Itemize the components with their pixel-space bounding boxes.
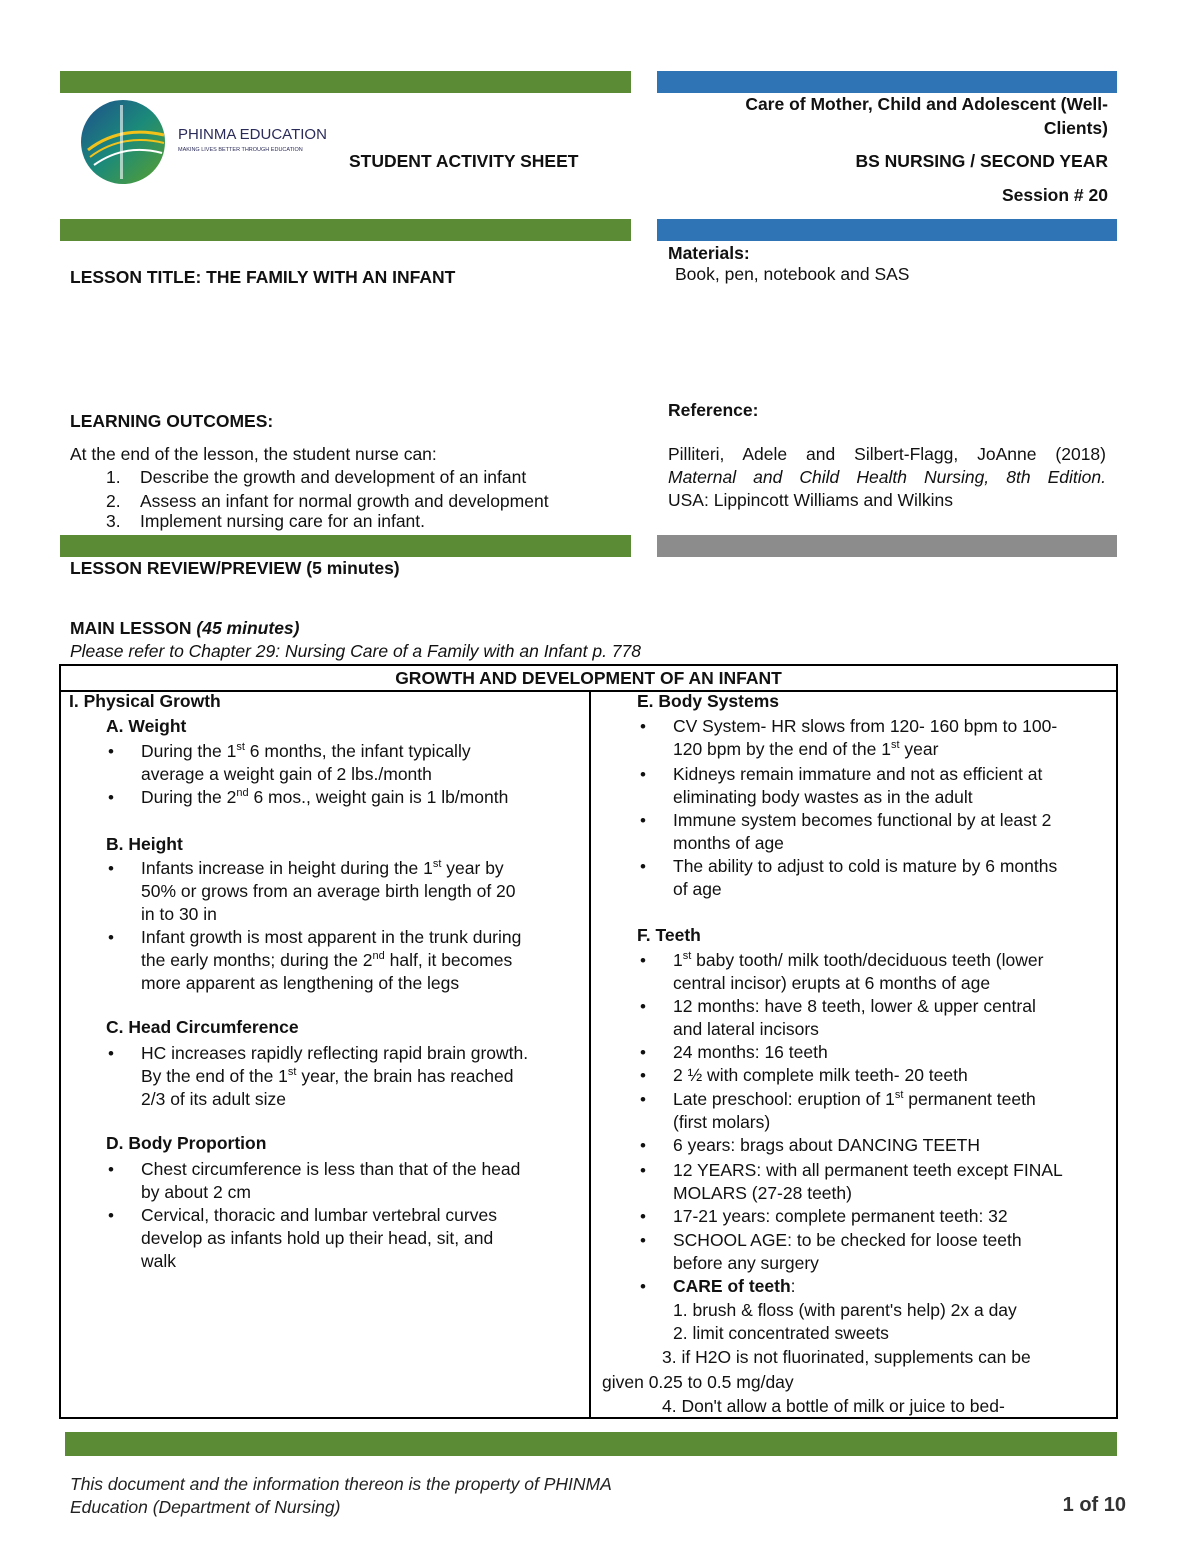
chapter-reference-note: Please refer to Chapter 29: Nursing Care of a Family with an Infant p. 778 <box>70 641 641 661</box>
phinma-logo <box>80 95 330 190</box>
systems-bullet-2 <box>640 763 1113 809</box>
bullet-text: MOLARS (27-28 teeth) <box>673 1183 852 1203</box>
body-systems-title: E. Body Systems <box>637 691 779 711</box>
bullet-text: Infant growth is most apparent in the trunk during <box>141 927 522 947</box>
bullet-text: walk <box>141 1251 177 1271</box>
bullet-icon: • <box>640 951 646 970</box>
reference-line1: Pilliteri, Adele and Silbert-Flagg, JoAnne (2018) <box>668 444 1106 464</box>
bullet-text: year, the brain has reached <box>296 1066 514 1086</box>
top-right-blue-bar <box>657 71 1117 93</box>
superscript: st <box>682 950 692 963</box>
teeth-title: F. Teeth <box>637 925 701 945</box>
reference-label: Reference: <box>668 400 759 420</box>
teeth-bullet-1 <box>640 949 1113 995</box>
lesson-title <box>70 266 455 288</box>
superscript: st <box>432 858 442 871</box>
bullet-text: more apparent as lengthening of the legs <box>141 973 460 993</box>
outcome-text: Implement nursing care for an infant. <box>140 511 426 531</box>
bullet-icon: • <box>640 1090 646 1109</box>
proportion-bullet-2 <box>108 1204 581 1273</box>
bullet-icon: • <box>108 1044 114 1063</box>
weight-bullet-1 <box>108 740 581 786</box>
lesson-title-value: : THE FAMILY WITH AN INFANT <box>195 267 456 287</box>
proportion-bullet-1 <box>108 1158 581 1204</box>
outcomes-list <box>70 466 630 533</box>
bullet-icon: • <box>108 788 114 807</box>
bullet-text: baby tooth/ milk tooth/deciduous teeth (lower <box>691 950 1044 970</box>
bullet-text: central incisor) erupts at 6 months of age <box>673 973 991 993</box>
bullet-text: The ability to adjust to cold is mature by 6 months <box>673 856 1058 876</box>
program-year: BS NURSING / SECOND YEAR <box>855 151 1108 171</box>
teeth-bullet-8 <box>640 1205 1113 1228</box>
bullet-text: 50% or grows from an average birth length of 20 <box>141 881 516 901</box>
page-number: 1 of 10 <box>1062 1494 1126 1516</box>
bullet-text: eliminating body wastes as in the adult <box>673 787 973 807</box>
bullet-icon: • <box>108 928 114 947</box>
head-circumference-title: C. Head Circumference <box>106 1017 299 1037</box>
outcome-item <box>70 466 630 489</box>
outcomes-intro: At the end of the lesson, the student nurse can: <box>70 444 437 464</box>
bullet-icon: • <box>640 811 646 830</box>
main-lesson-heading <box>70 617 299 639</box>
bullet-icon: • <box>640 1043 646 1062</box>
teeth-bullet-10 <box>640 1275 1113 1298</box>
main-lesson-time: (45 minutes) <box>196 618 300 638</box>
teeth-bullet-2 <box>640 995 1113 1041</box>
bullet-text: 120 bpm by the end of the 1 <box>673 739 891 759</box>
bullet-text: 24 months: 16 teeth <box>673 1042 828 1062</box>
bullet-icon: • <box>108 742 114 761</box>
bullet-text: of age <box>673 879 722 899</box>
outcome-number: 2. <box>106 491 121 511</box>
lower-right-gray-bar <box>657 535 1117 557</box>
systems-bullet-1 <box>640 715 1113 761</box>
height-bullet-1 <box>108 857 581 926</box>
bullet-icon: • <box>640 997 646 1016</box>
learning-outcomes-label: LEARNING OUTCOMES: <box>70 411 274 431</box>
teeth-bullet-4 <box>640 1064 1113 1087</box>
bullet-icon: • <box>108 1160 114 1179</box>
bullet-text: permanent teeth <box>903 1089 1036 1109</box>
bullet-icon: • <box>640 765 646 784</box>
bullet-text: 6 mos., weight gain is 1 lb/month <box>248 787 509 807</box>
care-step-1: 1. brush & floss (with parent's help) 2x a day <box>673 1300 1017 1320</box>
care-step-2: 2. limit concentrated sweets <box>673 1323 889 1343</box>
growth-development-table <box>59 664 1118 1419</box>
outcome-number: 3. <box>106 511 121 531</box>
bullet-text: CV System- HR slows from 120- 160 bpm to 100- <box>673 716 1058 736</box>
bullet-text: CARE of teeth <box>673 1276 791 1296</box>
mid-left-green-bar <box>60 219 631 241</box>
lesson-title-label: LESSON TITLE <box>70 267 196 287</box>
outcome-text: Assess an infant for normal growth and development <box>140 491 549 511</box>
top-left-green-bar <box>60 71 631 93</box>
bullet-text: half, it becomes <box>384 950 513 970</box>
bottom-green-bar <box>65 1432 1117 1456</box>
bullet-text: : <box>790 1276 796 1296</box>
lower-left-green-bar <box>60 535 631 557</box>
body-proportion-title: D. Body Proportion <box>106 1133 267 1153</box>
bullet-text: During the 2 <box>141 787 237 807</box>
bullet-text: by about 2 cm <box>141 1182 251 1202</box>
bullet-text: Kidneys remain immature and not as efficient at <box>673 764 1043 784</box>
bullet-text: year <box>899 739 939 759</box>
teeth-bullet-9 <box>640 1229 1113 1275</box>
bullet-text: Late preschool: eruption of 1 <box>673 1089 895 1109</box>
bullet-text: average a weight gain of 2 lbs./month <box>141 764 432 784</box>
bullet-text: before any surgery <box>673 1253 819 1273</box>
superscript: st <box>236 741 245 754</box>
bullet-text: SCHOOL AGE: to be checked for loose teeth <box>673 1230 1022 1250</box>
bullet-text: 6 months, the infant typically <box>244 741 471 761</box>
bullet-icon: • <box>640 1066 646 1085</box>
bullet-text: 17-21 years: complete permanent teeth: 32 <box>673 1206 1008 1226</box>
bullet-text: year by <box>441 858 504 878</box>
bullet-text: months of age <box>673 833 784 853</box>
bullet-icon: • <box>108 859 114 878</box>
systems-bullet-3 <box>640 809 1113 855</box>
superscript: nd <box>372 950 385 963</box>
logo-text: PHINMA EDUCATION <box>178 126 327 143</box>
superscript: nd <box>236 787 249 800</box>
footer-note-line2: Education (Department of Nursing) <box>70 1497 341 1517</box>
teeth-bullet-7 <box>640 1159 1113 1205</box>
superscript: st <box>890 739 900 752</box>
lesson-review-label: LESSON REVIEW/PREVIEW (5 minutes) <box>70 558 400 578</box>
care-step-3a: 3. if H2O is not fluorinated, supplements can be <box>662 1347 1031 1367</box>
mid-right-blue-bar <box>657 219 1117 241</box>
care-step-3b: given 0.25 to 0.5 mg/day <box>602 1372 794 1392</box>
outcome-item <box>70 510 630 533</box>
bullet-icon: • <box>640 1231 646 1250</box>
bullet-text: (first molars) <box>673 1112 771 1132</box>
sheet-title: STUDENT ACTIVITY SHEET <box>349 151 579 171</box>
main-lesson-label: MAIN LESSON <box>70 618 197 638</box>
bullet-text: HC increases rapidly reflecting rapid brain growth. <box>141 1043 529 1063</box>
bullet-text: During the 1 <box>141 741 237 761</box>
session-number: Session # 20 <box>1001 185 1108 205</box>
height-bullet-2 <box>108 926 581 995</box>
right-column <box>592 690 1116 1417</box>
bullet-text: 2/3 of its adult size <box>141 1089 286 1109</box>
column-divider <box>589 690 591 1417</box>
physical-growth-title: I. Physical Growth <box>69 691 221 711</box>
materials-label: Materials: <box>668 243 750 263</box>
head-bullet-1 <box>108 1042 581 1111</box>
teeth-bullet-5 <box>640 1088 1113 1134</box>
bullet-text: By the end of the 1 <box>141 1066 288 1086</box>
logo-tagline: MAKING LIVES BETTER THROUGH EDUCATION <box>178 147 303 153</box>
bullet-text: Chest circumference is less than that of the head <box>141 1159 521 1179</box>
bullet-text: 1 <box>673 950 683 970</box>
reference-line3: USA: Lippincott Williams and Wilkins <box>668 490 953 510</box>
outcome-text: Describe the growth and development of an infant <box>140 467 527 487</box>
systems-bullet-4 <box>640 855 1113 901</box>
bullet-icon: • <box>640 1207 646 1226</box>
table-header: GROWTH AND DEVELOPMENT OF AN INFANT <box>61 666 1116 692</box>
bullet-icon: • <box>640 857 646 876</box>
bullet-text: and lateral incisors <box>673 1019 819 1039</box>
left-column <box>61 690 587 1417</box>
course-title-line1: Care of Mother, Child and Adolescent (Well- <box>745 94 1108 114</box>
weight-title: A. Weight <box>106 716 187 736</box>
superscript: st <box>894 1089 904 1102</box>
phinma-logo-icon <box>80 95 330 190</box>
bullet-icon: • <box>640 1161 646 1180</box>
bullet-text: 12 YEARS: with all permanent teeth except FINAL <box>673 1160 1063 1180</box>
teeth-bullet-3 <box>640 1041 1113 1064</box>
course-title-line2: Clients) <box>1043 118 1108 138</box>
outcome-number: 1. <box>106 467 121 487</box>
bullet-text: Infants increase in height during the 1 <box>141 858 433 878</box>
bullet-text: 6 years: brags about DANCING TEETH <box>673 1135 981 1155</box>
materials-value: Book, pen, notebook and SAS <box>675 264 910 284</box>
bullet-icon: • <box>640 1136 646 1155</box>
bullet-icon: • <box>640 717 646 736</box>
bullet-icon: • <box>640 1277 646 1296</box>
footer-note-line1: This document and the information thereon is the property of PHINMA <box>70 1474 612 1494</box>
bullet-text: the early months; during the 2 <box>141 950 373 970</box>
bullet-text: 2 ½ with complete milk teeth- 20 teeth <box>673 1065 968 1085</box>
care-step-4: 4. Don't allow a bottle of milk or juice to bed- <box>662 1396 1005 1416</box>
bullet-text: Cervical, thoracic and lumbar vertebral curves <box>141 1205 497 1225</box>
superscript: st <box>287 1066 297 1079</box>
bullet-text: Immune system becomes functional by at least 2 <box>673 810 1052 830</box>
teeth-bullet-6 <box>640 1134 1113 1157</box>
weight-bullet-2 <box>108 786 581 809</box>
height-title: B. Height <box>106 834 183 854</box>
reference-line2: Maternal and Child Health Nursing, 8th Edition. <box>668 467 1106 487</box>
bullet-icon: • <box>108 1206 114 1225</box>
bullet-text: develop as infants hold up their head, sit, and <box>141 1228 494 1248</box>
bullet-text: in to 30 in <box>141 904 217 924</box>
bullet-text: 12 months: have 8 teeth, lower & upper central <box>673 996 1036 1016</box>
